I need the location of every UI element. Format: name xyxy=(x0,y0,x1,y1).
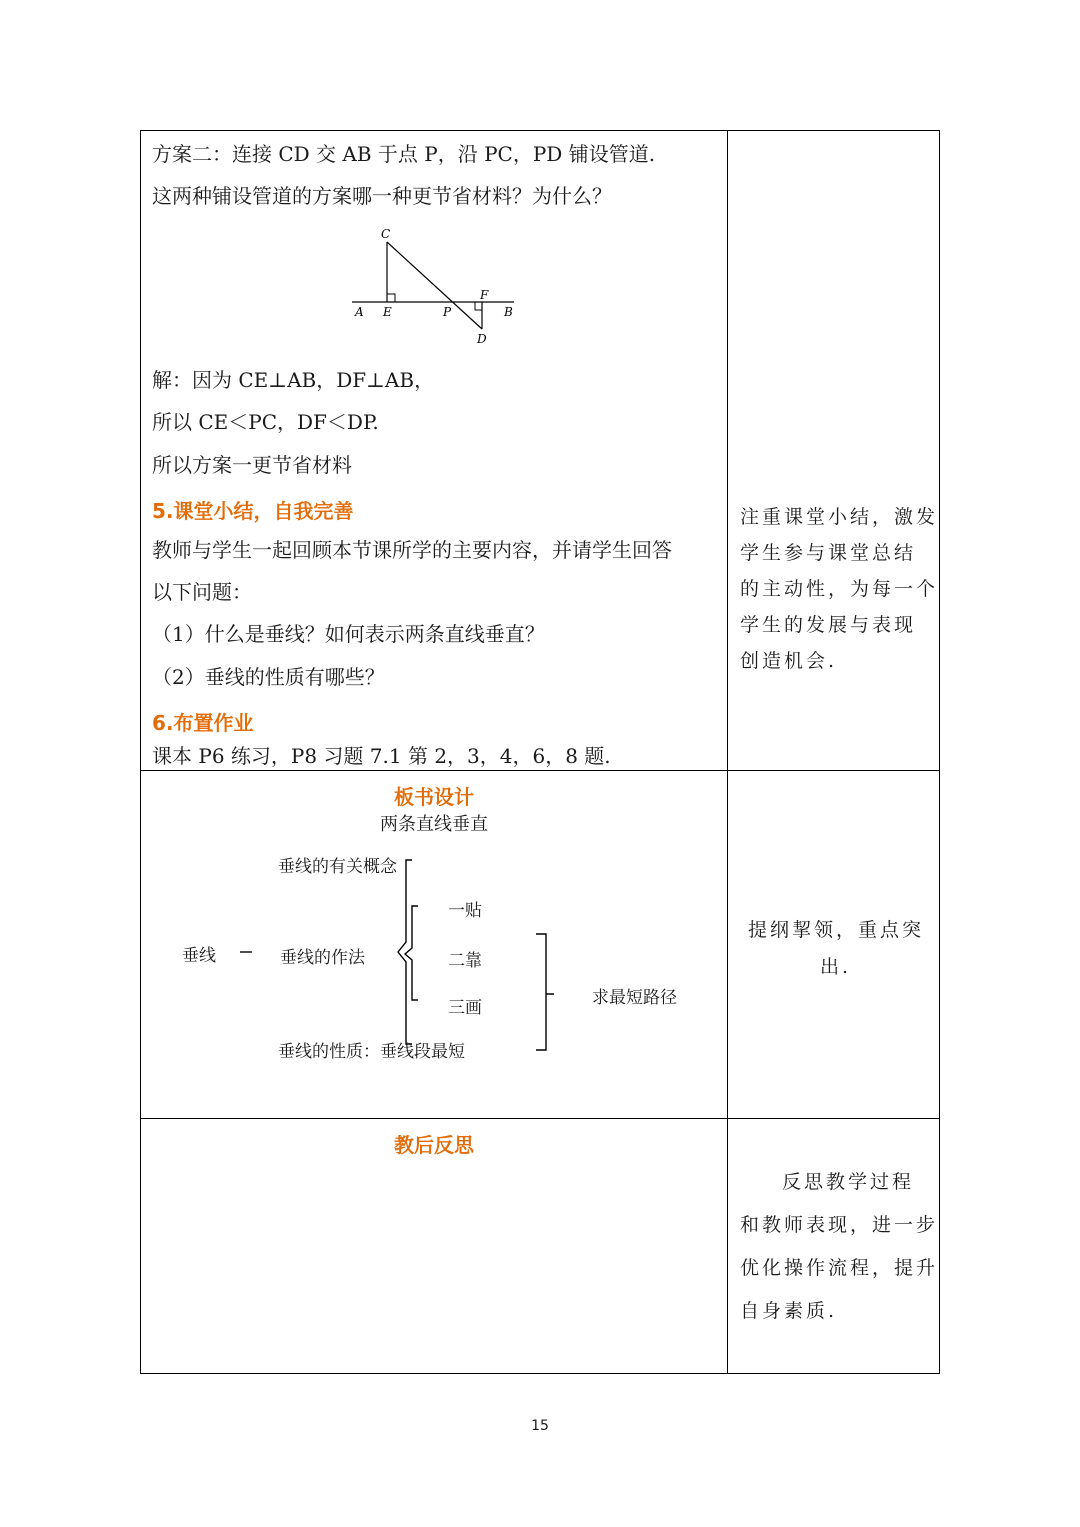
section-5-title: 5.课堂小结，自我完善 xyxy=(152,499,354,523)
side-note-1-line-1: 注重课堂小结，激发 xyxy=(740,506,939,528)
side-note-2-line-1: 提纲挈领，重点突 xyxy=(748,919,925,941)
label-p: P xyxy=(443,305,452,319)
board-shortest-path: 求最短路径 xyxy=(592,988,677,1008)
board-property: 垂线的性质：垂线段最短 xyxy=(278,1042,465,1062)
label-c: C xyxy=(381,227,391,241)
board-step-2: 二靠 xyxy=(448,951,482,971)
side-note-3-line-4: 自身素质. xyxy=(740,1300,838,1322)
brace-steps xyxy=(405,906,418,1000)
board-method: 垂线的作法 xyxy=(280,948,365,968)
board-step-3: 三画 xyxy=(448,998,482,1018)
side-note-2-line-2: 出. xyxy=(820,956,852,978)
right-angle-f xyxy=(475,302,482,310)
side-note-1-line-2: 学生参与课堂总结 xyxy=(740,542,917,564)
bracket-right xyxy=(536,934,554,1050)
board-step-1: 一贴 xyxy=(448,901,482,921)
geometry-figure xyxy=(340,225,530,350)
label-b: B xyxy=(504,305,513,319)
side-note-1-line-5: 创造机会. xyxy=(740,650,838,672)
section-5-line-2: 以下问题： xyxy=(152,580,252,604)
label-d: D xyxy=(477,332,487,346)
label-e: E xyxy=(383,305,392,319)
table-row-divider-1 xyxy=(140,770,940,771)
section-6-title: 6.布置作业 xyxy=(152,711,254,735)
table-left-border xyxy=(140,130,141,1374)
table-row-divider-2 xyxy=(140,1118,940,1119)
board-root: 垂线 xyxy=(182,946,216,966)
page-number: 15 xyxy=(531,1418,549,1434)
solution-line-1: 解：因为 CE⊥AB，DF⊥AB， xyxy=(152,368,435,392)
side-note-3-line-2: 和教师表现，进一步 xyxy=(740,1214,939,1236)
side-note-3-line-1: 反思教学过程 xyxy=(782,1171,915,1193)
side-note-3-line-3: 优化操作流程，提升 xyxy=(740,1257,939,1279)
label-a: A xyxy=(355,305,364,319)
reflection-title: 教后反思 xyxy=(394,1133,474,1157)
side-note-1-line-3: 的主动性，为每一个 xyxy=(740,578,939,600)
side-note-1-line-4: 学生的发展与表现 xyxy=(740,614,917,636)
table-right-border xyxy=(939,130,940,1374)
right-angle-e xyxy=(387,294,395,302)
question-text: 这两种铺设管道的方案哪一种更节省材料？为什么？ xyxy=(152,184,612,208)
solution-line-2: 所以 CE＜PC，DF＜DP. xyxy=(152,410,379,434)
question-2: （2）垂线的性质有哪些？ xyxy=(152,665,385,689)
board-concept: 垂线的有关概念 xyxy=(278,857,397,877)
brace-main xyxy=(398,860,412,1044)
board-design-title: 板书设计 xyxy=(394,785,474,809)
table-column-divider xyxy=(727,130,728,1374)
label-f: F xyxy=(480,288,489,302)
plan-two-text: 方案二：连接 CD 交 AB 于点 P，沿 PC，PD 铺设管道. xyxy=(152,142,656,166)
table-bottom-border xyxy=(140,1373,940,1374)
table-top-border xyxy=(140,130,940,131)
board-design-subtitle: 两条直线垂直 xyxy=(380,814,488,835)
solution-line-3: 所以方案一更节省材料 xyxy=(152,453,352,477)
question-1: （1）什么是垂线？如何表示两条直线垂直？ xyxy=(152,622,545,646)
segment-cd xyxy=(387,242,482,329)
homework-text: 课本 P6 练习，P8 习题 7.1 第 2，3，4，6，8 题. xyxy=(152,744,611,768)
section-5-line-1: 教师与学生一起回顾本节课所学的主要内容，并请学生回答 xyxy=(152,538,672,562)
